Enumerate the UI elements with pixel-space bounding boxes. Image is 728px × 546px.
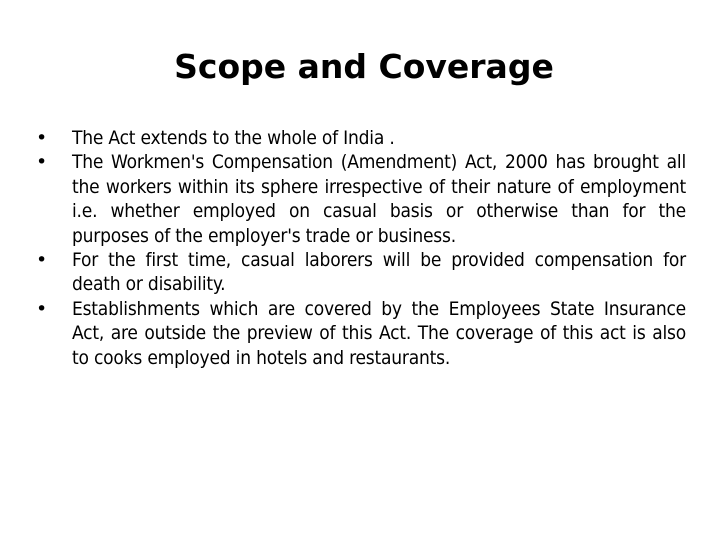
slide-title: Scope and Coverage	[174, 47, 554, 86]
bullet-text: The Act extends to the whole of India .	[72, 127, 395, 149]
list-item	[36, 150, 686, 248]
bullet-icon: •	[36, 151, 48, 174]
list-item	[36, 297, 686, 370]
list-item	[36, 126, 686, 150]
bullet-text: The Workmen's Compensation (Amendment) Act, 2000 has brought all the workers within its sphere irrespective of their nature of employment i.e. whether employed on casual basis or otherwise than for the purposes of the employer's trade or business.	[72, 151, 686, 247]
bullet-icon: •	[36, 127, 48, 149]
bullet-icon: •	[36, 249, 48, 272]
list-item	[36, 248, 686, 297]
bullet-text: Establishments which are covered by the Employees State Insurance Act, are outside the preview of this Act. The coverage of this act is also to cooks employed in hotels and restaurants.	[72, 297, 686, 369]
bullet-list	[36, 126, 686, 370]
bullet-text: For the first time, casual laborers will be provided compensation for death or disability.	[72, 249, 686, 296]
bullet-icon: •	[36, 297, 48, 320]
